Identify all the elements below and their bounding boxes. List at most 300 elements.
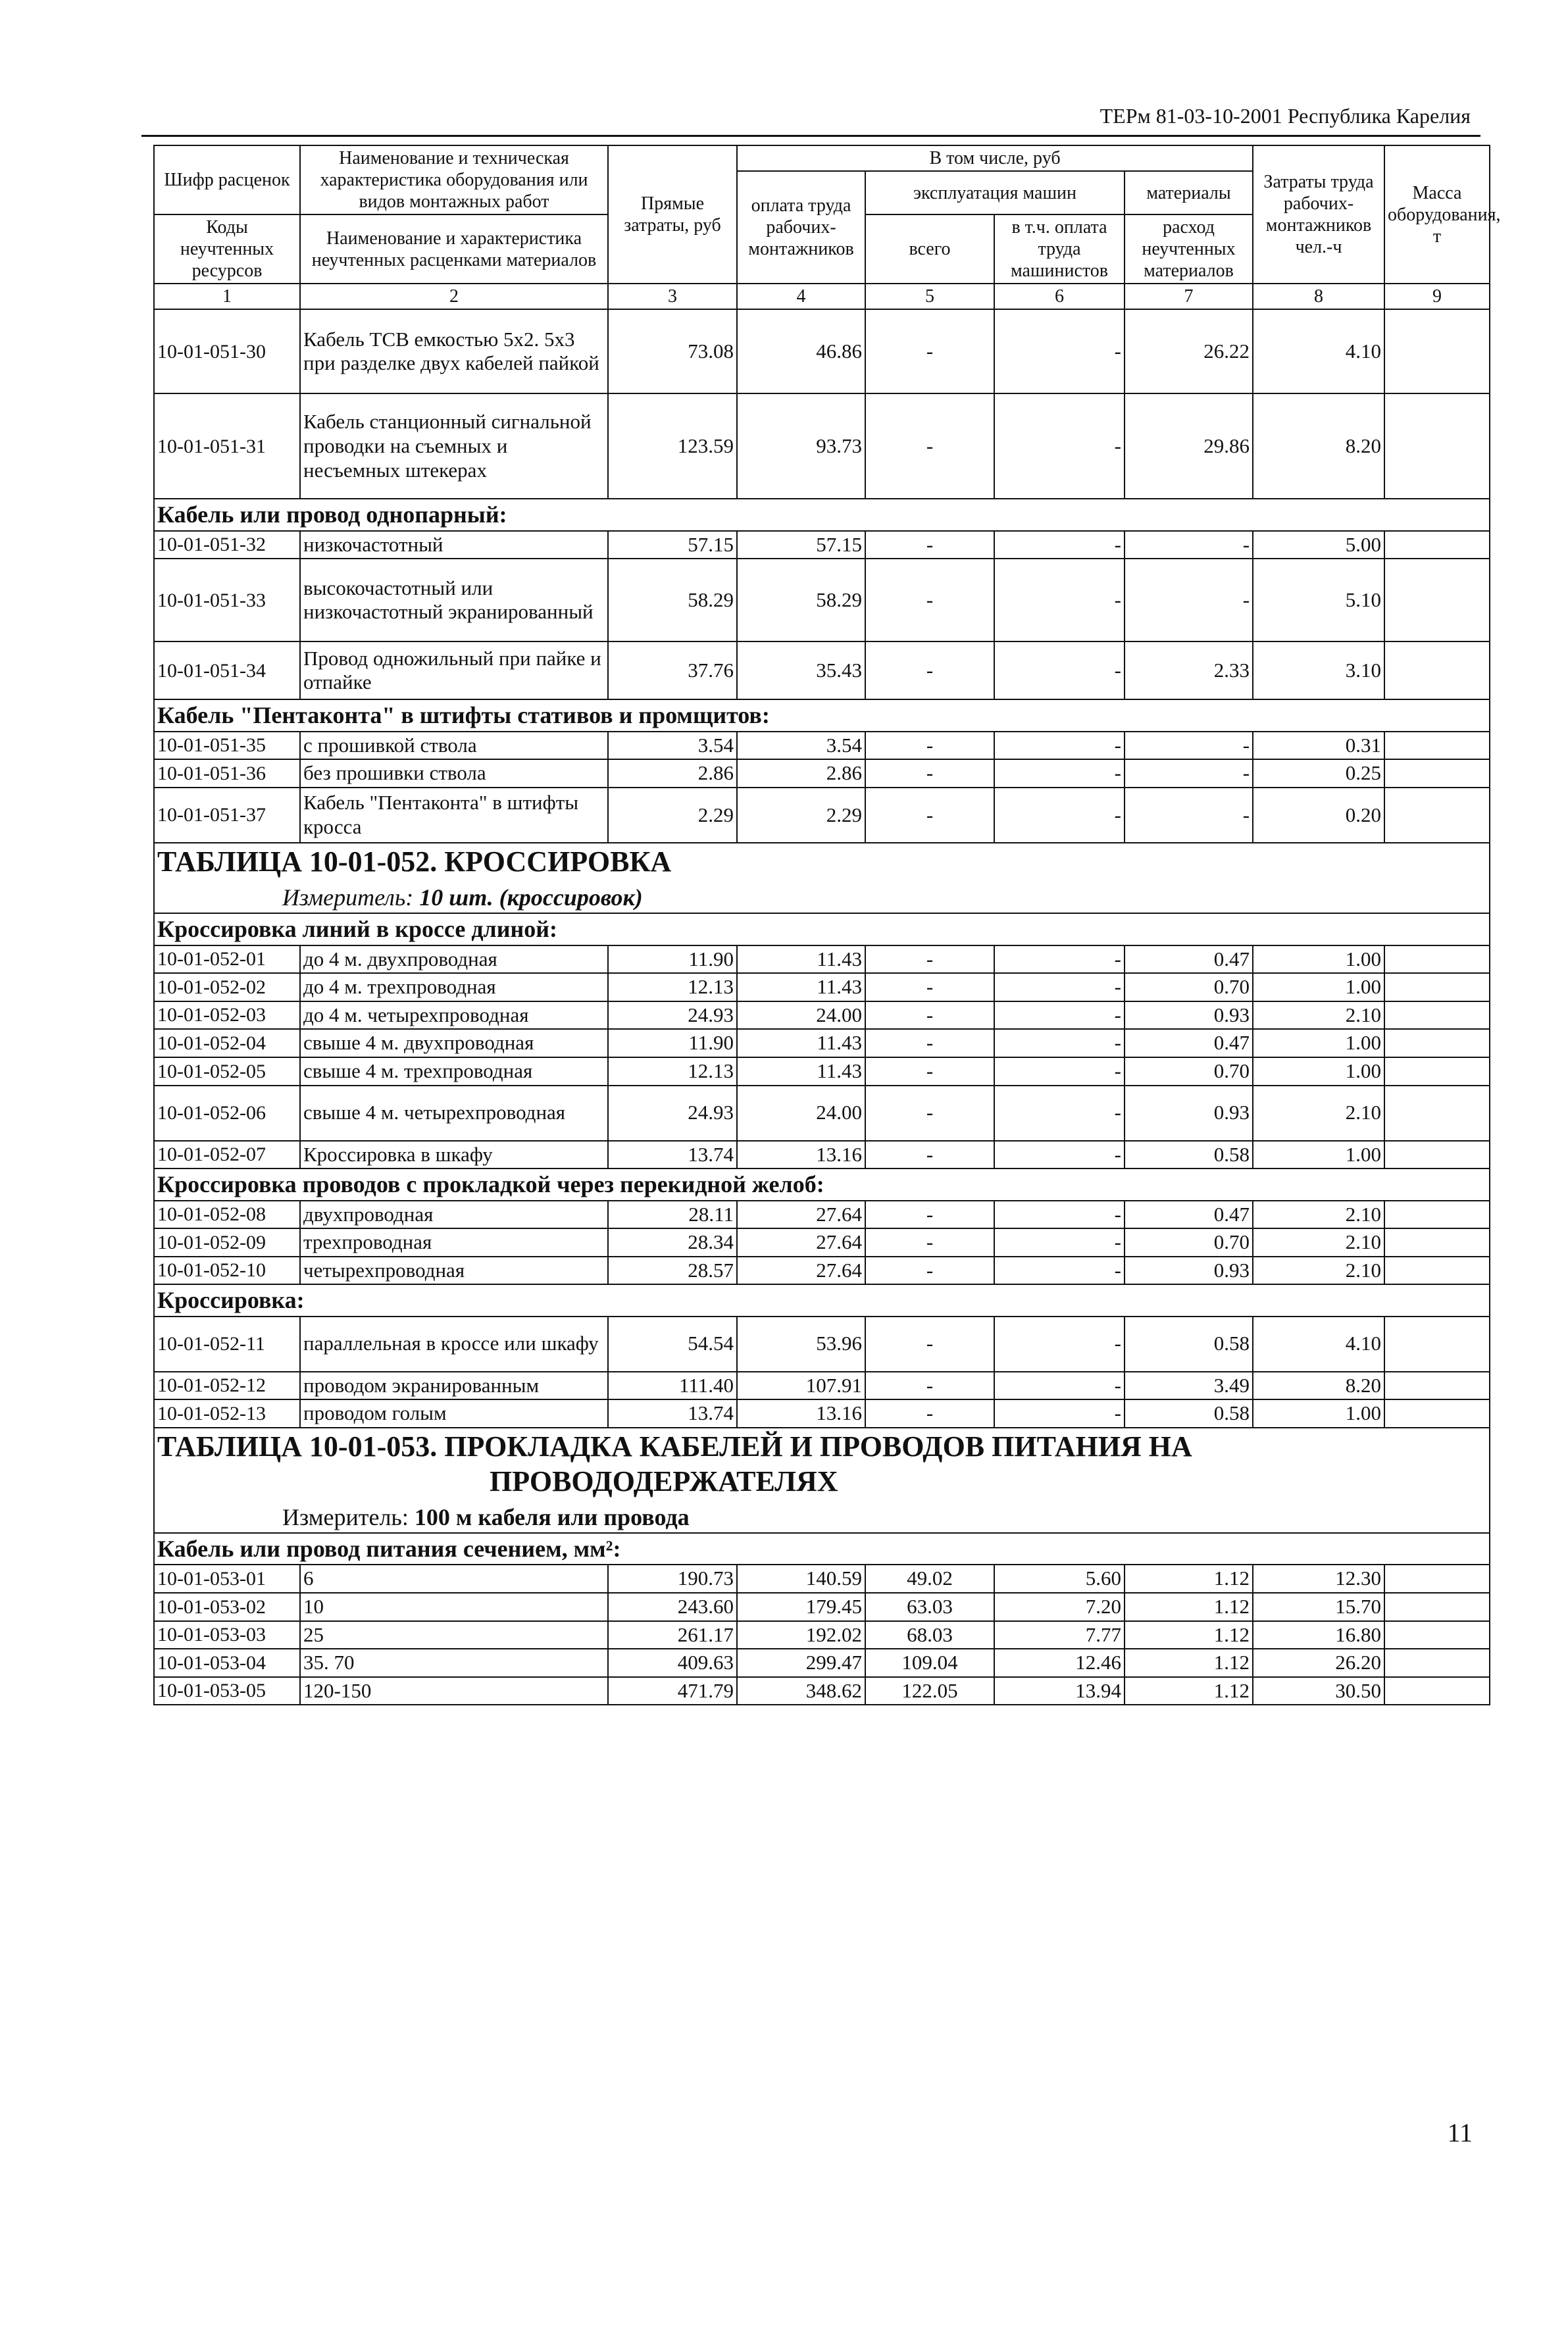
row-mass [1384, 1201, 1490, 1229]
section-heading: Кроссировка проводов с прокладкой через перекидной желоб: [154, 1168, 1490, 1200]
row-name: параллельная в кроссе или шкафу [300, 1317, 608, 1372]
row-name: до 4 м. четырехпроводная [300, 1001, 608, 1030]
row-direct: 57.15 [608, 531, 737, 559]
row-name: до 4 м. двухпроводная [300, 945, 608, 974]
row-code: 10-01-053-05 [154, 1677, 300, 1705]
row-machines-total: - [865, 1001, 994, 1030]
table-row [154, 945, 1490, 974]
row-machines-total: - [865, 1399, 994, 1428]
row-machinists-pay: - [994, 559, 1125, 641]
row-machinists-pay: - [994, 788, 1125, 843]
col-shifr: Шифр расценок [154, 145, 300, 214]
row-name: 120-150 [300, 1677, 608, 1705]
index-cell: 1 [154, 284, 300, 309]
row-materials: 0.93 [1125, 1257, 1253, 1285]
table-row [154, 1677, 1490, 1705]
row-labor: 13.16 [737, 1141, 865, 1169]
col-codes: Коды неучтенных ресурсов [154, 214, 300, 284]
row-labor-cost: 0.31 [1253, 732, 1384, 760]
row-labor-cost: 4.10 [1253, 309, 1384, 393]
row-direct: 243.60 [608, 1593, 737, 1621]
row-name: проводом экранированным [300, 1372, 608, 1400]
index-cell: 2 [300, 284, 608, 309]
row-materials: - [1125, 531, 1253, 559]
row-labor: 24.00 [737, 1001, 865, 1030]
col-mat-use: расход неучтенных материалов [1125, 214, 1253, 284]
row-materials: 1.12 [1125, 1677, 1253, 1705]
measure-value: 10 шт. (кроссировок) [419, 884, 643, 911]
section-heading: Кабель или провод однопарный: [154, 499, 1490, 530]
index-cell: 3 [608, 284, 737, 309]
row-labor-cost: 0.20 [1253, 788, 1384, 843]
index-cell: 6 [994, 284, 1125, 309]
index-cell: 8 [1253, 284, 1384, 309]
row-materials: 0.70 [1125, 973, 1253, 1001]
row-code: 10-01-051-32 [154, 531, 300, 559]
row-machinists-pay: - [994, 1029, 1125, 1057]
row-machinists-pay: 12.46 [994, 1649, 1125, 1677]
row-materials: 1.12 [1125, 1649, 1253, 1677]
row-name: 35. 70 [300, 1649, 608, 1677]
measure-label: Измеритель: [282, 1503, 415, 1530]
row-name: Провод одножильный при пайке и отпайке [300, 641, 608, 699]
row-materials: 0.58 [1125, 1399, 1253, 1428]
row-code: 10-01-051-37 [154, 788, 300, 843]
row-direct: 24.93 [608, 1086, 737, 1141]
table-row [154, 1372, 1490, 1400]
row-mass [1384, 945, 1490, 974]
row-code: 10-01-052-12 [154, 1372, 300, 1400]
row-labor-cost: 2.10 [1253, 1001, 1384, 1030]
row-code: 10-01-052-07 [154, 1141, 300, 1169]
table-row [154, 1228, 1490, 1257]
row-labor-cost: 1.00 [1253, 1057, 1384, 1086]
row-code: 10-01-051-35 [154, 732, 300, 760]
row-mass [1384, 1257, 1490, 1285]
row-machinists-pay: - [994, 1372, 1125, 1400]
row-name: четырехпроводная [300, 1257, 608, 1285]
row-machinists-pay: - [994, 732, 1125, 760]
row-mass [1384, 1399, 1490, 1428]
row-name: 6 [300, 1565, 608, 1593]
row-mass [1384, 309, 1490, 393]
row-machinists-pay: - [994, 1086, 1125, 1141]
row-materials: 0.93 [1125, 1086, 1253, 1141]
row-labor: 58.29 [737, 559, 865, 641]
row-labor: 27.64 [737, 1257, 865, 1285]
header-rule [141, 135, 1480, 137]
row-materials: 3.49 [1125, 1372, 1253, 1400]
row-name: Кабель ТСВ емкостью 5х2. 5х3 при разделке двух кабелей пайкой [300, 309, 608, 393]
row-machinists-pay: 7.77 [994, 1621, 1125, 1649]
row-materials: - [1125, 759, 1253, 788]
section-heading: Кабель "Пентаконта" в штифты стативов и промщитов: [154, 699, 1490, 731]
row-materials: 1.12 [1125, 1621, 1253, 1649]
row-mass [1384, 393, 1490, 499]
row-materials: 0.70 [1125, 1057, 1253, 1086]
row-code: 10-01-052-13 [154, 1399, 300, 1428]
row-code: 10-01-052-04 [154, 1029, 300, 1057]
row-materials: - [1125, 559, 1253, 641]
row-machines-total: - [865, 1317, 994, 1372]
measure-label: Измеритель: [282, 884, 420, 911]
row-labor: 24.00 [737, 1086, 865, 1141]
row-name: проводом голым [300, 1399, 608, 1428]
col-name: Наименование и техническая характеристика оборудования или видов монтажных работ [300, 145, 608, 214]
row-machinists-pay: - [994, 1057, 1125, 1086]
row-labor: 11.43 [737, 945, 865, 974]
row-labor-cost: 1.00 [1253, 945, 1384, 974]
row-code: 10-01-053-01 [154, 1565, 300, 1593]
row-labor-cost: 5.00 [1253, 531, 1384, 559]
row-direct: 409.63 [608, 1649, 737, 1677]
row-code: 10-01-052-08 [154, 1201, 300, 1229]
row-code: 10-01-051-33 [154, 559, 300, 641]
table-row [154, 1257, 1490, 1285]
row-direct: 28.11 [608, 1201, 737, 1229]
row-direct: 12.13 [608, 973, 737, 1001]
row-machinists-pay: - [994, 641, 1125, 699]
index-cell: 5 [865, 284, 994, 309]
row-machinists-pay: - [994, 1141, 1125, 1169]
row-labor: 27.64 [737, 1228, 865, 1257]
row-mass [1384, 1593, 1490, 1621]
row-machinists-pay: - [994, 393, 1125, 499]
row-name: свыше 4 м. четырехпроводная [300, 1086, 608, 1141]
row-machinists-pay: - [994, 531, 1125, 559]
row-labor: 93.73 [737, 393, 865, 499]
row-machines-total: - [865, 1257, 994, 1285]
row-labor-cost: 1.00 [1253, 1399, 1384, 1428]
col-machines: эксплуатация машин [865, 171, 1125, 214]
row-direct: 11.90 [608, 1029, 737, 1057]
estimate-table [153, 145, 1501, 1705]
row-labor: 2.29 [737, 788, 865, 843]
row-direct: 13.74 [608, 1141, 737, 1169]
row-materials: 2.33 [1125, 641, 1253, 699]
row-machines-total: - [865, 1372, 994, 1400]
row-direct: 37.76 [608, 641, 737, 699]
section-heading: Кроссировка: [154, 1284, 1490, 1316]
row-code: 10-01-053-02 [154, 1593, 300, 1621]
col-labor-cost: Затраты труда рабочих-монтажников чел.-ч [1253, 145, 1384, 284]
col-mach-total: всего [865, 214, 994, 284]
row-code: 10-01-052-05 [154, 1057, 300, 1086]
row-mass [1384, 973, 1490, 1001]
row-code: 10-01-051-36 [154, 759, 300, 788]
row-code: 10-01-052-06 [154, 1086, 300, 1141]
row-machinists-pay: - [994, 309, 1125, 393]
table-row [154, 641, 1490, 699]
row-labor-cost: 1.00 [1253, 973, 1384, 1001]
row-direct: 11.90 [608, 945, 737, 974]
row-machinists-pay: - [994, 1201, 1125, 1229]
col-name2: Наименование и характеристика неучтенных расценками материалов [300, 214, 608, 284]
table-measure [157, 880, 1486, 911]
row-mass [1384, 1565, 1490, 1593]
row-mass [1384, 1372, 1490, 1400]
table-row [154, 309, 1490, 393]
row-materials: - [1125, 788, 1253, 843]
row-materials: 0.93 [1125, 1001, 1253, 1030]
row-name: двухпроводная [300, 1201, 608, 1229]
row-direct: 2.86 [608, 759, 737, 788]
row-mass [1384, 1086, 1490, 1141]
row-labor-cost: 2.10 [1253, 1086, 1384, 1141]
row-materials: 1.12 [1125, 1593, 1253, 1621]
row-labor-cost: 1.00 [1253, 1029, 1384, 1057]
row-machines-total: - [865, 759, 994, 788]
row-code: 10-01-052-01 [154, 945, 300, 974]
table-row [154, 1029, 1490, 1057]
row-labor-cost: 8.20 [1253, 393, 1384, 499]
row-materials: 0.47 [1125, 945, 1253, 974]
row-machines-total: 109.04 [865, 1649, 994, 1677]
row-machines-total: - [865, 973, 994, 1001]
row-labor: 27.64 [737, 1201, 865, 1229]
col-incl: В том числе, руб [737, 145, 1253, 171]
row-direct: 2.29 [608, 788, 737, 843]
section-heading: Кроссировка линий в кроссе длиной: [154, 913, 1490, 945]
row-materials: 0.70 [1125, 1228, 1253, 1257]
row-direct: 73.08 [608, 309, 737, 393]
table-title-line2: ПРОВОДОДЕРЖАТЕЛЯХ [490, 1465, 838, 1497]
row-labor-cost: 5.10 [1253, 559, 1384, 641]
row-code: 10-01-053-03 [154, 1621, 300, 1649]
page-number: 11 [1447, 2118, 1473, 2147]
row-labor: 3.54 [737, 732, 865, 760]
row-code: 10-01-052-02 [154, 973, 300, 1001]
row-labor-cost: 26.20 [1253, 1649, 1384, 1677]
row-machinists-pay: - [994, 1317, 1125, 1372]
row-mass [1384, 759, 1490, 788]
row-labor-cost: 30.50 [1253, 1677, 1384, 1705]
row-name: низкочастотный [300, 531, 608, 559]
row-machines-total: - [865, 1086, 994, 1141]
row-mass [1384, 1317, 1490, 1372]
row-materials: 29.86 [1125, 393, 1253, 499]
row-mass [1384, 559, 1490, 641]
table-row [154, 1621, 1490, 1649]
row-mass [1384, 1621, 1490, 1649]
row-labor-cost: 12.30 [1253, 1565, 1384, 1593]
row-direct: 111.40 [608, 1372, 737, 1400]
table-row [154, 1593, 1490, 1621]
row-code: 10-01-052-03 [154, 1001, 300, 1030]
row-direct: 28.57 [608, 1257, 737, 1285]
row-machines-total: - [865, 641, 994, 699]
row-mass [1384, 788, 1490, 843]
row-code: 10-01-051-34 [154, 641, 300, 699]
row-labor: 192.02 [737, 1621, 865, 1649]
table-row [154, 973, 1490, 1001]
table-title: ТАБЛИЦА 10-01-052. КРОССИРОВКА [157, 845, 672, 878]
table-title-block [154, 843, 1490, 913]
row-machinists-pay: - [994, 1228, 1125, 1257]
col-mass: Масса оборудования, т [1384, 145, 1490, 284]
row-labor: 107.91 [737, 1372, 865, 1400]
index-cell: 4 [737, 284, 865, 309]
table-row [154, 1399, 1490, 1428]
table-row [154, 1649, 1490, 1677]
table-row [154, 759, 1490, 788]
table-row [154, 393, 1490, 499]
row-mass [1384, 1057, 1490, 1086]
row-code: 10-01-052-11 [154, 1317, 300, 1372]
row-labor: 11.43 [737, 1057, 865, 1086]
row-machines-total: 63.03 [865, 1593, 994, 1621]
table-measure [157, 1499, 1486, 1531]
index-cell: 9 [1384, 284, 1490, 309]
row-machinists-pay: - [994, 945, 1125, 974]
row-mass [1384, 1649, 1490, 1677]
row-labor: 13.16 [737, 1399, 865, 1428]
row-materials: 0.47 [1125, 1029, 1253, 1057]
row-name: Кроссировка в шкафу [300, 1141, 608, 1169]
row-labor: 348.62 [737, 1677, 865, 1705]
row-name: свыше 4 м. двухпроводная [300, 1029, 608, 1057]
row-labor: 35.43 [737, 641, 865, 699]
row-name: до 4 м. трехпроводная [300, 973, 608, 1001]
row-materials: 26.22 [1125, 309, 1253, 393]
row-direct: 190.73 [608, 1565, 737, 1593]
column-index-row [154, 284, 1490, 309]
table-row [154, 531, 1490, 559]
row-labor: 11.43 [737, 1029, 865, 1057]
row-labor: 140.59 [737, 1565, 865, 1593]
col-direct: Прямые затраты, руб [608, 145, 737, 284]
row-machines-total: - [865, 559, 994, 641]
row-direct: 54.54 [608, 1317, 737, 1372]
row-mass [1384, 641, 1490, 699]
row-direct: 24.93 [608, 1001, 737, 1030]
table-row [154, 732, 1490, 760]
index-cell: 7 [1125, 284, 1253, 309]
row-mass [1384, 1228, 1490, 1257]
row-machines-total: - [865, 393, 994, 499]
col-labor: оплата труда рабочих-монтажников [737, 171, 865, 284]
row-materials: 0.58 [1125, 1317, 1253, 1372]
row-mass [1384, 732, 1490, 760]
row-machines-total: - [865, 732, 994, 760]
row-mass [1384, 1029, 1490, 1057]
row-materials: - [1125, 732, 1253, 760]
row-direct: 58.29 [608, 559, 737, 641]
row-labor-cost: 4.10 [1253, 1317, 1384, 1372]
row-materials: 0.47 [1125, 1201, 1253, 1229]
row-machines-total: - [865, 309, 994, 393]
row-labor-cost: 2.10 [1253, 1257, 1384, 1285]
row-labor-cost: 15.70 [1253, 1593, 1384, 1621]
row-labor-cost: 2.10 [1253, 1228, 1384, 1257]
row-labor: 11.43 [737, 973, 865, 1001]
row-machines-total: - [865, 945, 994, 974]
col-materials: материалы [1125, 171, 1253, 214]
row-machinists-pay: - [994, 1001, 1125, 1030]
row-labor-cost: 0.25 [1253, 759, 1384, 788]
running-header: ТЕРм 81-03-10-2001 Республика Карелия [1100, 104, 1471, 128]
row-direct: 3.54 [608, 732, 737, 760]
row-machines-total: 49.02 [865, 1565, 994, 1593]
row-name: Кабель станционный сигнальной проводки на съемных и несъемных штекерах [300, 393, 608, 499]
row-labor: 179.45 [737, 1593, 865, 1621]
row-machines-total: 68.03 [865, 1621, 994, 1649]
row-direct: 13.74 [608, 1399, 737, 1428]
table-row [154, 1201, 1490, 1229]
row-labor: 53.96 [737, 1317, 865, 1372]
row-labor-cost: 3.10 [1253, 641, 1384, 699]
table-row [154, 788, 1490, 843]
row-name: без прошивки ствола [300, 759, 608, 788]
table-title-block [154, 1428, 1490, 1533]
row-direct: 28.34 [608, 1228, 737, 1257]
row-code: 10-01-051-31 [154, 393, 300, 499]
row-mass [1384, 531, 1490, 559]
col-mach-op: в т.ч. оплата труда машинистов [994, 214, 1125, 284]
row-labor: 46.86 [737, 309, 865, 393]
row-labor-cost: 16.80 [1253, 1621, 1384, 1649]
row-direct: 123.59 [608, 393, 737, 499]
section-heading: Кабель или провод питания сечением, мм²: [154, 1533, 1490, 1565]
row-materials: 0.58 [1125, 1141, 1253, 1169]
row-name: свыше 4 м. трехпроводная [300, 1057, 608, 1086]
row-machines-total: 122.05 [865, 1677, 994, 1705]
row-machines-total: - [865, 1141, 994, 1169]
row-machinists-pay: 13.94 [994, 1677, 1125, 1705]
table-row [154, 1317, 1490, 1372]
row-machinists-pay: 5.60 [994, 1565, 1125, 1593]
row-code: 10-01-051-30 [154, 309, 300, 393]
row-labor-cost: 2.10 [1253, 1201, 1384, 1229]
row-mass [1384, 1001, 1490, 1030]
row-machinists-pay: - [994, 759, 1125, 788]
row-direct: 12.13 [608, 1057, 737, 1086]
table-row [154, 1565, 1490, 1593]
header-row-1 [154, 145, 1490, 171]
row-name: трехпроводная [300, 1228, 608, 1257]
row-machines-total: - [865, 1057, 994, 1086]
row-labor: 57.15 [737, 531, 865, 559]
table-row [154, 559, 1490, 641]
row-labor-cost: 1.00 [1253, 1141, 1384, 1169]
row-machines-total: - [865, 1228, 994, 1257]
row-name: Кабель "Пентаконта" в штифты кросса [300, 788, 608, 843]
row-machines-total: - [865, 1029, 994, 1057]
row-machines-total: - [865, 788, 994, 843]
row-mass [1384, 1141, 1490, 1169]
row-code: 10-01-052-09 [154, 1228, 300, 1257]
row-name: 25 [300, 1621, 608, 1649]
table-row [154, 1141, 1490, 1169]
row-direct: 261.17 [608, 1621, 737, 1649]
row-machinists-pay: 7.20 [994, 1593, 1125, 1621]
row-code: 10-01-053-04 [154, 1649, 300, 1677]
row-materials: 1.12 [1125, 1565, 1253, 1593]
row-code: 10-01-052-10 [154, 1257, 300, 1285]
row-name: 10 [300, 1593, 608, 1621]
row-name: высокочастотный или низкочастотный экранированный [300, 559, 608, 641]
measure-value: 100 м кабеля или провода [414, 1503, 690, 1530]
table-row [154, 1057, 1490, 1086]
row-mass [1384, 1677, 1490, 1705]
table-title: ТАБЛИЦА 10-01-053. ПРОКЛАДКА КАБЕЛЕЙ И ПРОВОДОВ ПИТАНИЯ НА [157, 1430, 1192, 1463]
row-machinists-pay: - [994, 973, 1125, 1001]
table-row [154, 1001, 1490, 1030]
row-labor: 299.47 [737, 1649, 865, 1677]
table-row [154, 1086, 1490, 1141]
row-machinists-pay: - [994, 1257, 1125, 1285]
row-labor: 2.86 [737, 759, 865, 788]
